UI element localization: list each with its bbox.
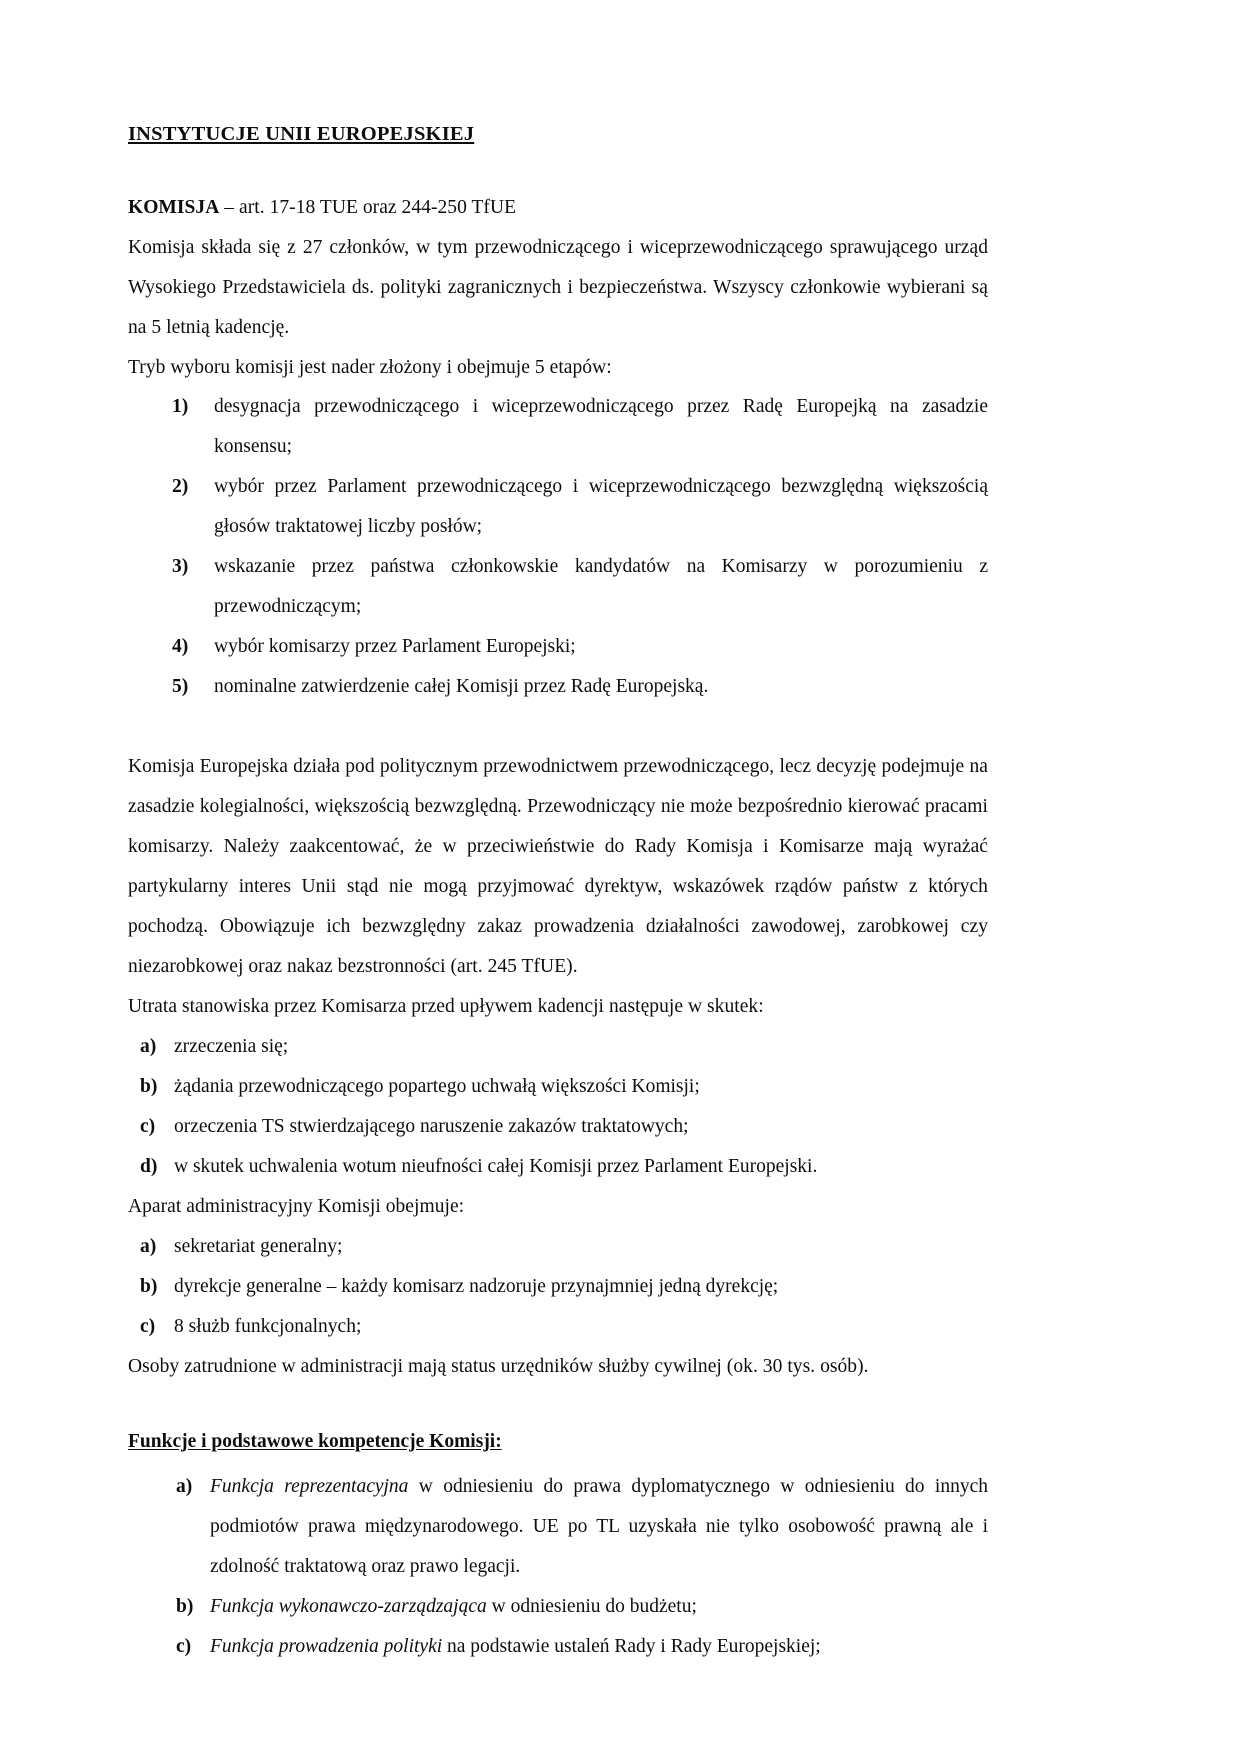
list-item	[128, 1467, 988, 1587]
list-text: orzeczenia TS stwierdzającego naruszenie zakazów traktatowych;	[174, 1115, 689, 1137]
apparatus-list	[128, 1227, 988, 1347]
list-marker: c)	[176, 1635, 192, 1657]
list-marker: 3)	[172, 556, 189, 578]
list-text: desygnacja przewodniczącego i wiceprzewodniczącego przez Radę Europejką na zasadzie konsensu;	[214, 396, 988, 458]
section-heading-bold: KOMISJA	[128, 196, 220, 218]
list-item	[128, 667, 988, 707]
list-marker: a)	[140, 1036, 157, 1057]
list-text: zrzeczenia się;	[174, 1036, 289, 1057]
list-item	[128, 1147, 988, 1187]
list-marker: 5)	[172, 676, 189, 698]
list-marker: c)	[140, 1315, 156, 1337]
list-text-italic: Funkcja prowadzenia polityki	[210, 1635, 443, 1657]
list-item	[128, 387, 988, 467]
list-text: w skutek uchwalenia wotum nieufności całej Komisji przez Parlament Europejski.	[174, 1155, 818, 1177]
page-title: INSTYTUCJE UNII EUROPEJSKIEJ	[128, 123, 475, 145]
body-paragraph: Komisja Europejska działa pod politycznym przewodnictwem przewodniczącego, lecz decyzję podejmuje na zasadzie kolegialności, większością bezwzględną. Przewodniczący nie może bezpośrednio kierować pracami komisarzy. Należy zaakcentować, że w przeciwieństwie do Rady Komisja i Komisarze mają wyrażać partykularny interes Unii stąd nie mogą przyjmować dyrektyw, wskazówek rządów państw z których pochodzą. Obowiązuje ich bezwzględny zakaz prowadzenia działalności zawodowej, zarobkowej czy niezarobkowej oraz nakaz bezstronności (art. 245 TfUE).	[128, 756, 988, 978]
list-text	[210, 1587, 988, 1627]
employees-paragraph: Osoby zatrudnione w administracji mają status urzędników służby cywilnej (ok. 30 tys. osób).	[128, 1355, 869, 1377]
apparatus-lead: Aparat administracyjny Komisji obejmuje:	[128, 1195, 465, 1217]
section-heading-komisja	[128, 188, 988, 228]
list-marker: b)	[176, 1595, 194, 1617]
list-text: nominalne zatwierdzenie całej Komisji przez Radę Europejską.	[214, 676, 709, 698]
list-marker: 2)	[172, 476, 189, 498]
stages-lead: Tryb wyboru komisji jest nader złożony i obejmuje 5 etapów:	[128, 356, 612, 378]
spacer	[128, 707, 988, 747]
list-marker: b)	[140, 1075, 158, 1097]
list-item	[128, 1587, 988, 1627]
list-text: 8 służb funkcjonalnych;	[174, 1315, 362, 1337]
list-marker: c)	[140, 1115, 156, 1137]
list-text-rest: na podstawie ustaleń Rady i Rady Europejskiej;	[442, 1635, 821, 1657]
list-marker: d)	[140, 1155, 158, 1177]
list-item	[128, 1227, 988, 1267]
list-item	[128, 1027, 988, 1067]
list-text: wybór przez Parlament przewodniczącego i wiceprzewodniczącego bezwzględną większością głosów traktatowej liczby posłów;	[214, 476, 988, 538]
list-text: sekretariat generalny;	[174, 1235, 343, 1257]
list-text: wybór komisarzy przez Parlament Europejski;	[214, 636, 576, 658]
list-item	[128, 1107, 988, 1147]
list-text	[210, 1627, 988, 1667]
functions-heading: Funkcje i podstawowe kompetencje Komisji:	[128, 1430, 502, 1452]
list-text: wskazanie przez państwa członkowskie kandydatów na Komisarzy w porozumieniu z przewodniczącym;	[214, 556, 988, 618]
list-item	[128, 1267, 988, 1307]
spacer	[128, 1387, 988, 1427]
list-text: dyrekcje generalne – każdy komisarz nadzoruje przynajmniej jedną dyrekcję;	[174, 1275, 779, 1297]
document-content	[128, 122, 988, 1667]
list-marker: 4)	[172, 636, 189, 658]
list-item	[128, 627, 988, 667]
list-text-rest: w odniesieniu do budżetu;	[486, 1595, 697, 1617]
intro-paragraph: Komisja składa się z 27 członków, w tym przewodniczącego i wiceprzewodniczącego sprawującego urząd Wysokiego Przedstawiciela ds. polityki zagranicznych i bezpieczeństwa. Wszyscy członkowie wybierani są na 5 letnią kadencję.	[128, 236, 988, 338]
list-marker: a)	[176, 1475, 193, 1497]
list-text-italic: Funkcja wykonawczo-zarządzająca	[210, 1595, 487, 1617]
list-text: żądania przewodniczącego popartego uchwałą większości Komisji;	[174, 1075, 700, 1097]
list-text-rest: w odniesieniu do prawa dyplomatycznego w odniesieniu do innych podmiotów prawa międzynarodowego. UE po TL uzyskała nie tylko osobowość prawną ale i zdolność traktatową oraz prawo legacji.	[210, 1475, 988, 1577]
list-item	[128, 1067, 988, 1107]
section-heading-rest: – art. 17-18 TUE oraz 244-250 TfUE	[219, 196, 517, 218]
list-marker: b)	[140, 1275, 158, 1297]
list-text-italic: Funkcja reprezentacyjna	[210, 1475, 409, 1497]
functions-list	[128, 1467, 988, 1667]
list-marker: 1)	[172, 396, 189, 418]
loss-lead: Utrata stanowiska przez Komisarza przed upływem kadencji następuje w skutek:	[128, 996, 764, 1018]
list-item	[128, 1627, 988, 1667]
loss-list	[128, 1027, 988, 1187]
stages-list	[128, 387, 988, 707]
list-item	[128, 467, 988, 547]
list-marker: a)	[140, 1235, 157, 1257]
list-item	[128, 1307, 988, 1347]
list-item	[128, 547, 988, 627]
list-text	[210, 1467, 988, 1587]
